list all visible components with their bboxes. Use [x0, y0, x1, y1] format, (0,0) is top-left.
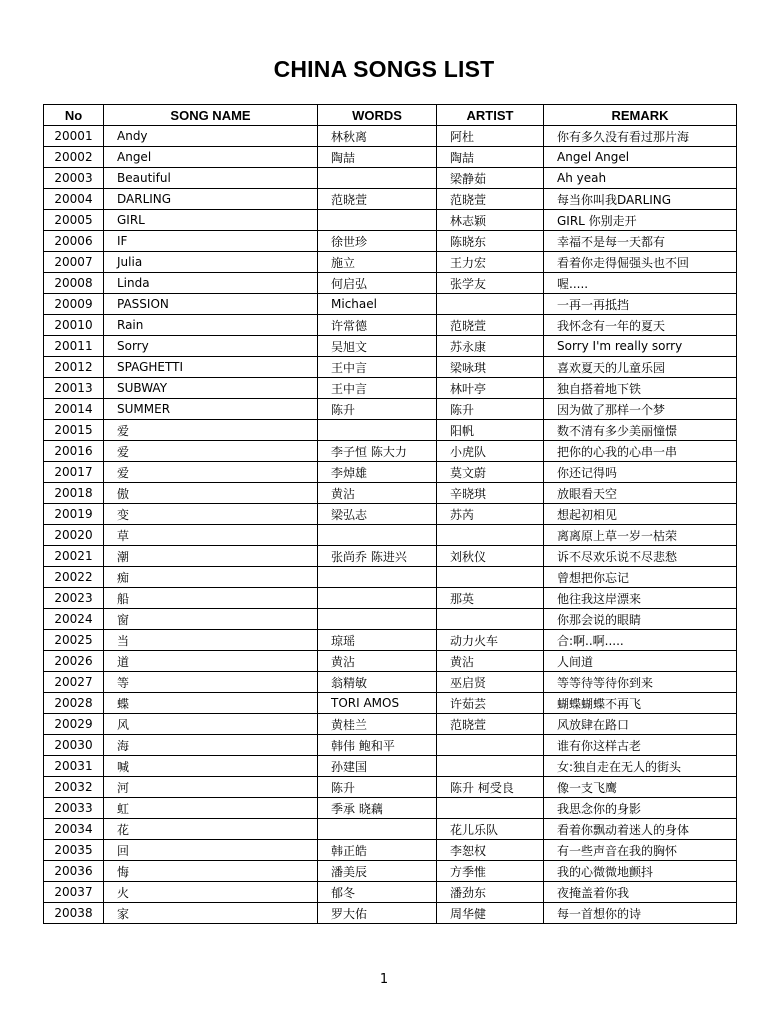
cell-song-name: SPAGHETTI — [104, 357, 318, 378]
table-row — [44, 168, 737, 189]
cell-no: 20020 — [44, 525, 104, 546]
cell-remark: 独自搭着地下铁 — [544, 378, 737, 399]
cell-no: 20015 — [44, 420, 104, 441]
column-header-song-name: SONG NAME — [104, 105, 318, 126]
cell-no: 20030 — [44, 735, 104, 756]
cell-artist: 陶喆 — [437, 147, 544, 168]
cell-words — [318, 588, 437, 609]
cell-no: 20007 — [44, 252, 104, 273]
cell-artist: 林叶亭 — [437, 378, 544, 399]
cell-no: 20012 — [44, 357, 104, 378]
cell-remark: 看着你走得倔强头也不回 — [544, 252, 737, 273]
cell-no: 20008 — [44, 273, 104, 294]
cell-artist: 范晓萱 — [437, 714, 544, 735]
table-row — [44, 441, 737, 462]
cell-remark: 夜掩盖着你我 — [544, 882, 737, 903]
cell-song-name: 风 — [104, 714, 318, 735]
table-row — [44, 714, 737, 735]
cell-words: 施立 — [318, 252, 437, 273]
cell-words: 李子恒 陈大力 — [318, 441, 437, 462]
cell-artist — [437, 756, 544, 777]
page-title: CHINA SONGS LIST — [273, 56, 495, 82]
cell-words: 徐世珍 — [318, 231, 437, 252]
cell-remark: 我思念你的身影 — [544, 798, 737, 819]
column-header-no: No — [44, 105, 104, 126]
table-row — [44, 294, 737, 315]
cell-no: 20003 — [44, 168, 104, 189]
table-row — [44, 798, 737, 819]
cell-remark: 每一首想你的诗 — [544, 903, 737, 924]
cell-remark: 谁有你这样古老 — [544, 735, 737, 756]
cell-no: 20006 — [44, 231, 104, 252]
cell-remark: 幸福不是每一天都有 — [544, 231, 737, 252]
table-row — [44, 504, 737, 525]
cell-remark: 数不清有多少美丽憧憬 — [544, 420, 737, 441]
cell-remark: 像一支飞鹰 — [544, 777, 737, 798]
cell-remark: 你还记得吗 — [544, 462, 737, 483]
cell-artist: 梁咏琪 — [437, 357, 544, 378]
cell-artist: 王力宏 — [437, 252, 544, 273]
cell-remark: 有一些声音在我的胸怀 — [544, 840, 737, 861]
cell-words: 陈升 — [318, 777, 437, 798]
table-row — [44, 252, 737, 273]
cell-words — [318, 525, 437, 546]
cell-no: 20018 — [44, 483, 104, 504]
table-row — [44, 546, 737, 567]
cell-song-name: GIRL — [104, 210, 318, 231]
cell-artist: 方季惟 — [437, 861, 544, 882]
cell-words: TORI AMOS — [318, 693, 437, 714]
cell-song-name: 船 — [104, 588, 318, 609]
cell-no: 20014 — [44, 399, 104, 420]
cell-remark: 他往我这岸漂来 — [544, 588, 737, 609]
cell-no: 20021 — [44, 546, 104, 567]
cell-remark: 合:啊..啊..... — [544, 630, 737, 651]
cell-remark: 喔..... — [544, 273, 737, 294]
cell-no: 20002 — [44, 147, 104, 168]
cell-words: 陈升 — [318, 399, 437, 420]
cell-words — [318, 819, 437, 840]
cell-no: 20019 — [44, 504, 104, 525]
cell-artist: 范晓萱 — [437, 189, 544, 210]
cell-song-name: 爱 — [104, 462, 318, 483]
cell-song-name: 傲 — [104, 483, 318, 504]
cell-remark: Ah yeah — [544, 168, 737, 189]
cell-artist: 周华健 — [437, 903, 544, 924]
cell-artist: 范晓萱 — [437, 315, 544, 336]
cell-no: 20028 — [44, 693, 104, 714]
cell-no: 20036 — [44, 861, 104, 882]
cell-song-name: Julia — [104, 252, 318, 273]
cell-artist: 动力火车 — [437, 630, 544, 651]
cell-artist: 莫文蔚 — [437, 462, 544, 483]
cell-song-name: 窗 — [104, 609, 318, 630]
table-row — [44, 693, 737, 714]
cell-artist — [437, 798, 544, 819]
cell-remark: 等等待等待你到来 — [544, 672, 737, 693]
cell-artist: 辛晓琪 — [437, 483, 544, 504]
table-row — [44, 462, 737, 483]
table-row — [44, 861, 737, 882]
cell-no: 20031 — [44, 756, 104, 777]
cell-no: 20004 — [44, 189, 104, 210]
cell-remark: Angel Angel — [544, 147, 737, 168]
cell-song-name: DARLING — [104, 189, 318, 210]
cell-artist: 刘秋仪 — [437, 546, 544, 567]
cell-song-name: 蝶 — [104, 693, 318, 714]
cell-song-name: 喊 — [104, 756, 318, 777]
cell-artist: 许茹芸 — [437, 693, 544, 714]
cell-no: 20016 — [44, 441, 104, 462]
table-row — [44, 357, 737, 378]
table-row — [44, 651, 737, 672]
cell-remark: 诉不尽欢乐说不尽悲愁 — [544, 546, 737, 567]
cell-artist: 黄沾 — [437, 651, 544, 672]
cell-words: 陶喆 — [318, 147, 437, 168]
cell-no: 20038 — [44, 903, 104, 924]
cell-no: 20023 — [44, 588, 104, 609]
table-row — [44, 588, 737, 609]
cell-words: 季承 晓藕 — [318, 798, 437, 819]
cell-no: 20005 — [44, 210, 104, 231]
cell-remark: 把你的心我的心串一串 — [544, 441, 737, 462]
cell-words: 韩正皓 — [318, 840, 437, 861]
cell-song-name: 道 — [104, 651, 318, 672]
cell-artist: 梁静茹 — [437, 168, 544, 189]
cell-remark: 想起初相见 — [544, 504, 737, 525]
cell-artist: 苏永康 — [437, 336, 544, 357]
cell-song-name: Beautiful — [104, 168, 318, 189]
table-row — [44, 567, 737, 588]
table-row — [44, 378, 737, 399]
cell-artist: 阳帆 — [437, 420, 544, 441]
cell-artist — [437, 294, 544, 315]
cell-no: 20009 — [44, 294, 104, 315]
cell-words: 韩伟 鲍和平 — [318, 735, 437, 756]
cell-artist: 陈升 柯受良 — [437, 777, 544, 798]
cell-song-name: 花 — [104, 819, 318, 840]
cell-remark: Sorry I'm really sorry — [544, 336, 737, 357]
cell-remark: 你那会说的眼睛 — [544, 609, 737, 630]
cell-song-name: IF — [104, 231, 318, 252]
cell-artist — [437, 567, 544, 588]
cell-no: 20024 — [44, 609, 104, 630]
cell-song-name: 悔 — [104, 861, 318, 882]
cell-remark: 放眼看天空 — [544, 483, 737, 504]
cell-words — [318, 168, 437, 189]
cell-song-name: 爱 — [104, 420, 318, 441]
cell-no: 20010 — [44, 315, 104, 336]
cell-song-name: 等 — [104, 672, 318, 693]
table-row — [44, 231, 737, 252]
cell-remark: 喜欢夏天的儿童乐园 — [544, 357, 737, 378]
cell-no: 20026 — [44, 651, 104, 672]
cell-no: 20025 — [44, 630, 104, 651]
cell-remark: 蝴蝶蝴蝶不再飞 — [544, 693, 737, 714]
cell-words: 黄沾 — [318, 651, 437, 672]
cell-remark: 曾想把你忘记 — [544, 567, 737, 588]
cell-artist: 张学友 — [437, 273, 544, 294]
cell-words: 李焯雄 — [318, 462, 437, 483]
cell-song-name: 虹 — [104, 798, 318, 819]
cell-song-name: 痴 — [104, 567, 318, 588]
cell-artist: 潘劲东 — [437, 882, 544, 903]
cell-remark: 离离原上草一岁一枯荣 — [544, 525, 737, 546]
cell-song-name: Sorry — [104, 336, 318, 357]
cell-words: 张尚乔 陈进兴 — [318, 546, 437, 567]
cell-artist — [437, 525, 544, 546]
cell-song-name: Rain — [104, 315, 318, 336]
cell-artist: 李恕权 — [437, 840, 544, 861]
cell-no: 20037 — [44, 882, 104, 903]
cell-no: 20001 — [44, 126, 104, 147]
table-row — [44, 630, 737, 651]
table-row — [44, 147, 737, 168]
cell-words: 王中言 — [318, 378, 437, 399]
cell-remark: 每当你叫我DARLING — [544, 189, 737, 210]
cell-artist: 那英 — [437, 588, 544, 609]
cell-song-name: 河 — [104, 777, 318, 798]
cell-song-name: SUMMER — [104, 399, 318, 420]
table-row — [44, 210, 737, 231]
cell-artist: 苏芮 — [437, 504, 544, 525]
table-row — [44, 609, 737, 630]
cell-artist: 花儿乐队 — [437, 819, 544, 840]
cell-artist: 陈晓东 — [437, 231, 544, 252]
cell-song-name: 变 — [104, 504, 318, 525]
cell-song-name: Angel — [104, 147, 318, 168]
table-row — [44, 315, 737, 336]
cell-words: 王中言 — [318, 357, 437, 378]
cell-song-name: 海 — [104, 735, 318, 756]
table-row — [44, 819, 737, 840]
cell-song-name: PASSION — [104, 294, 318, 315]
cell-no: 20022 — [44, 567, 104, 588]
table-row — [44, 189, 737, 210]
cell-song-name: 当 — [104, 630, 318, 651]
table-row — [44, 735, 737, 756]
cell-words: Michael — [318, 294, 437, 315]
cell-remark: 因为做了那样一个梦 — [544, 399, 737, 420]
cell-song-name: 草 — [104, 525, 318, 546]
cell-words: 何启弘 — [318, 273, 437, 294]
cell-words: 孙建国 — [318, 756, 437, 777]
cell-artist: 阿杜 — [437, 126, 544, 147]
cell-song-name: 火 — [104, 882, 318, 903]
songs-table — [43, 104, 737, 924]
cell-artist: 陈升 — [437, 399, 544, 420]
cell-song-name: Andy — [104, 126, 318, 147]
cell-words: 黄桂兰 — [318, 714, 437, 735]
cell-words: 郁冬 — [318, 882, 437, 903]
cell-no: 20033 — [44, 798, 104, 819]
cell-remark: GIRL 你别走开 — [544, 210, 737, 231]
cell-remark: 风放肆在路口 — [544, 714, 737, 735]
table-row — [44, 336, 737, 357]
table-row — [44, 399, 737, 420]
cell-words: 琼瑶 — [318, 630, 437, 651]
cell-no: 20017 — [44, 462, 104, 483]
column-header-words: WORDS — [318, 105, 437, 126]
cell-no: 20034 — [44, 819, 104, 840]
cell-words: 罗大佑 — [318, 903, 437, 924]
cell-words: 潘美辰 — [318, 861, 437, 882]
table-row — [44, 777, 737, 798]
cell-no: 20013 — [44, 378, 104, 399]
cell-artist: 小虎队 — [437, 441, 544, 462]
cell-artist: 巫启贤 — [437, 672, 544, 693]
cell-no: 20027 — [44, 672, 104, 693]
cell-artist — [437, 735, 544, 756]
cell-remark: 女:独自走在无人的街头 — [544, 756, 737, 777]
cell-song-name: Linda — [104, 273, 318, 294]
column-header-remark: REMARK — [544, 105, 737, 126]
cell-remark: 你有多久没有看过那片海 — [544, 126, 737, 147]
cell-no: 20032 — [44, 777, 104, 798]
cell-words: 翁精敏 — [318, 672, 437, 693]
cell-remark: 我怀念有一年的夏天 — [544, 315, 737, 336]
table-row — [44, 840, 737, 861]
cell-song-name: 家 — [104, 903, 318, 924]
cell-words: 梁弘志 — [318, 504, 437, 525]
cell-artist — [437, 609, 544, 630]
page-number: 1 — [379, 972, 389, 987]
table-row — [44, 903, 737, 924]
cell-song-name: 潮 — [104, 546, 318, 567]
cell-remark: 我的心微微地颤抖 — [544, 861, 737, 882]
cell-song-name: 爱 — [104, 441, 318, 462]
cell-song-name: SUBWAY — [104, 378, 318, 399]
cell-words: 吴旭文 — [318, 336, 437, 357]
cell-no: 20035 — [44, 840, 104, 861]
cell-words: 黄沾 — [318, 483, 437, 504]
cell-no: 20029 — [44, 714, 104, 735]
cell-words — [318, 609, 437, 630]
cell-remark: 人间道 — [544, 651, 737, 672]
table-row — [44, 483, 737, 504]
table-row — [44, 882, 737, 903]
table-row — [44, 273, 737, 294]
table-row — [44, 672, 737, 693]
table-header-row — [44, 105, 737, 126]
cell-words: 林秋离 — [318, 126, 437, 147]
cell-song-name: 回 — [104, 840, 318, 861]
cell-artist: 林志颖 — [437, 210, 544, 231]
table-row — [44, 525, 737, 546]
cell-no: 20011 — [44, 336, 104, 357]
cell-words: 范晓萱 — [318, 189, 437, 210]
table-row — [44, 756, 737, 777]
cell-words: 许常德 — [318, 315, 437, 336]
cell-words — [318, 210, 437, 231]
cell-words — [318, 420, 437, 441]
table-row — [44, 420, 737, 441]
cell-remark: 看着你飘动着迷人的身体 — [544, 819, 737, 840]
column-header-artist: ARTIST — [437, 105, 544, 126]
cell-words — [318, 567, 437, 588]
cell-remark: 一再一再抵挡 — [544, 294, 737, 315]
table-row — [44, 126, 737, 147]
